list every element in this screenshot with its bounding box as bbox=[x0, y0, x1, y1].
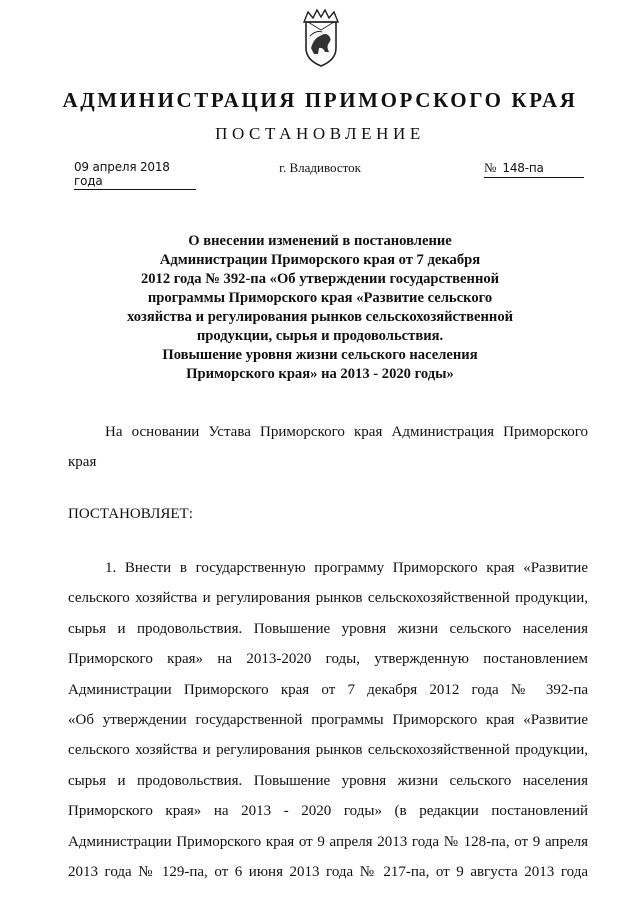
title-line: Приморского края» на 2013 - 2020 годы» bbox=[186, 366, 454, 382]
document-place: г. Владивосток bbox=[279, 160, 361, 175]
title-line: Повышение уровня жизни сельского населения bbox=[162, 347, 478, 363]
text-line: На основании Устава Приморского края Администрация Приморского bbox=[105, 424, 588, 440]
text-line: сырья и продовольствия. Повышение уровня жизни сельского населения bbox=[68, 620, 588, 637]
title-line: программы Приморского края «Развитие сельского bbox=[147, 290, 493, 306]
item-1-paragraph bbox=[68, 553, 588, 887]
coat-of-arms-icon bbox=[296, 8, 346, 70]
document-date: 09 апреля 2018 года bbox=[74, 160, 196, 190]
organization-heading: АДМИНИСТРАЦИЯ ПРИМОРСКОГО КРАЯ bbox=[62, 88, 578, 112]
preamble-paragraph bbox=[68, 417, 588, 478]
title-line: 2012 года № 392-па «Об утверждении государственной bbox=[140, 271, 500, 287]
title-line: Администрации Приморского края от 7 декабря bbox=[159, 252, 481, 268]
text-line: сельского хозяйства и регулирования рынков сельскохозяйственной продукции, bbox=[68, 742, 588, 759]
document-number: 148-па bbox=[502, 161, 544, 175]
document-type-heading: ПОСТАНОВЛЕНИЕ bbox=[215, 124, 425, 143]
text-line: 1. Внести в государственную программу Приморского края «Развитие bbox=[105, 560, 588, 576]
number-sign: № bbox=[484, 160, 497, 175]
text-line: 2013 года № 129-па, от 6 июня 2013 года № 217-па, от 9 августа 2013 года bbox=[68, 864, 588, 881]
text-line: Администрации Приморского края от 7 декабря 2012 года № 392-па bbox=[68, 681, 588, 698]
document-title bbox=[120, 232, 520, 384]
text-line: Администрации Приморского края от 9 апреля 2013 года № 128-па, от 9 апреля bbox=[68, 833, 588, 850]
text-line: края bbox=[68, 454, 97, 471]
title-line: продукции, сырья и продовольствия. bbox=[196, 328, 444, 344]
resolve-heading: ПОСТАНОВЛЯЕТ: bbox=[68, 506, 193, 522]
text-line: Приморского края» на 2013-2020 годы, утвержденную постановлением bbox=[68, 651, 588, 668]
text-line: сырья и продовольствия. Повышение уровня жизни сельского населения bbox=[68, 772, 588, 789]
text-line: Приморского края» на 2013 - 2020 годы» (в редакции постановлений bbox=[68, 803, 588, 820]
text-line: «Об утверждении государственной программы Приморского края «Развитие bbox=[68, 712, 588, 729]
text-line: сельского хозяйства и регулирования рынков сельскохозяйственной продукции, bbox=[68, 590, 588, 607]
title-line: О внесении изменений в постановление bbox=[188, 233, 452, 249]
document-number-field bbox=[484, 160, 584, 178]
title-line: хозяйства и регулирования рынков сельскохозяйственной bbox=[126, 309, 514, 325]
